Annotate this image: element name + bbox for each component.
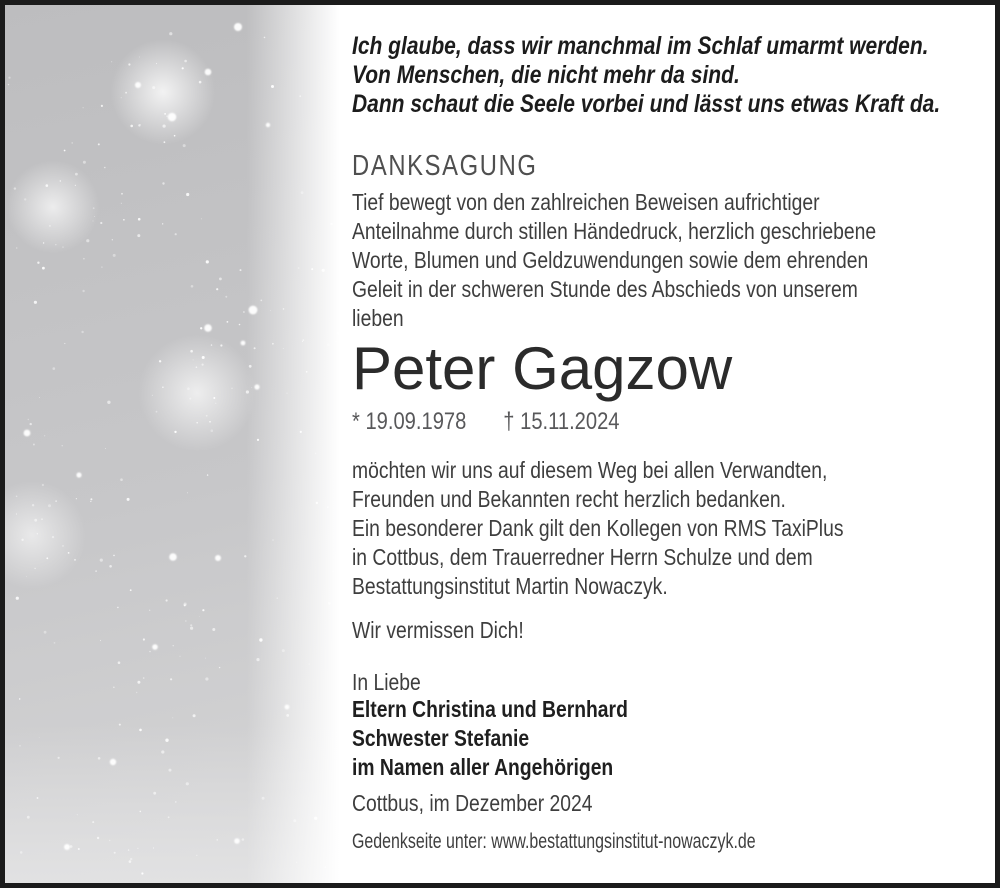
thanks-line: Bestattungsinstitut Martin Nowaczyk. [352, 573, 668, 599]
family-names [352, 695, 628, 782]
thanks-line: in Cottbus, dem Trauerredner Herrn Schulze und dem [352, 544, 813, 570]
place-date: Cottbus, im Dezember 2024 [352, 790, 593, 816]
memorial-site-line: Gedenkseite unter: www.bestattungsinstitut-nowaczyk.de [352, 830, 756, 853]
thanks-line: möchten wir uns auf diesem Weg bei allen Verwandten, [352, 457, 828, 483]
death-date: † 15.11.2024 [503, 408, 620, 435]
closing-intro: In Liebe [352, 669, 421, 695]
epigraph [352, 32, 940, 119]
bokeh-photo-panel [5, 5, 350, 883]
intro-line: Worte, Blumen und Geldzuwendungen sowie dem ehrenden [352, 247, 869, 273]
thanks-line: Ein besonderer Dank gilt den Kollegen von RMS TaxiPlus [352, 515, 844, 541]
intro-paragraph [352, 188, 876, 333]
bokeh-stars [5, 5, 350, 883]
family-line: Eltern Christina und Bernhard [352, 696, 628, 722]
life-dates [352, 408, 620, 436]
birth-date: * 19.09.1978 [352, 408, 467, 435]
family-line: im Namen aller Angehörigen [352, 754, 614, 780]
family-line: Schwester Stefanie [352, 725, 530, 751]
intro-line: Geleit in der schweren Stunde des Abschieds von unserem [352, 276, 858, 302]
missing-line: Wir vermissen Dich! [352, 617, 524, 643]
thanks-paragraph [352, 456, 844, 601]
intro-line: lieben [352, 305, 404, 331]
epigraph-line: Ich glaube, dass wir manchmal im Schlaf umarmt werden. [352, 32, 929, 60]
epigraph-line: Von Menschen, die nicht mehr da sind. [352, 61, 740, 89]
deceased-name: Peter Gagzow [352, 335, 733, 402]
thanks-line: Freunden und Bekannten recht herzlich bedanken. [352, 486, 786, 512]
danksagung-heading: DANKSAGUNG [352, 150, 538, 182]
epigraph-line: Dann schaut die Seele vorbei und lässt uns etwas Kraft da. [352, 90, 941, 118]
intro-line: Tief bewegt von den zahlreichen Beweisen aufrichtiger [352, 189, 820, 215]
intro-line: Anteilnahme durch stillen Händedruck, herzlich geschriebene [352, 218, 877, 244]
